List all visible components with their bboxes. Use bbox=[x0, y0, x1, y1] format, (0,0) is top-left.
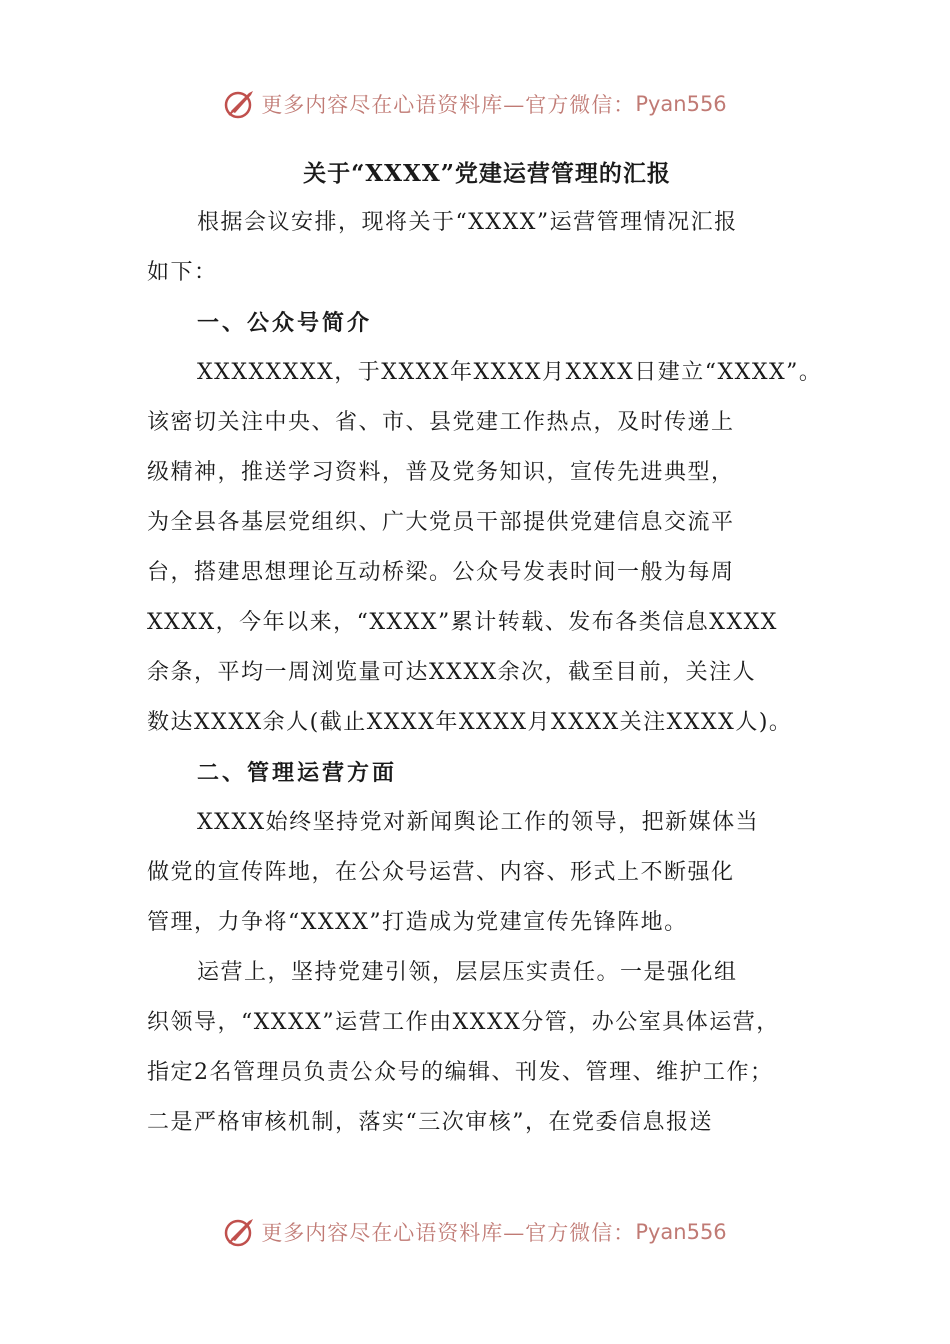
watermark-text: 更多内容尽在心语资料库—官方微信： bbox=[261, 93, 636, 117]
paragraph-line: 做党的宣传阵地，在公众号运营、内容、形式上不断强化 bbox=[147, 860, 735, 885]
watermark-wechat-id: Pyan556 bbox=[635, 1220, 727, 1244]
quill-logo-icon bbox=[223, 1215, 257, 1249]
document-title: 关于“XXXX”党建运营管理的汇报 bbox=[303, 160, 671, 187]
paragraph-line: 运营上，坚持党建引领，层层压实责任。一是强化组 bbox=[197, 960, 738, 985]
paragraph-line: XXXX，今年以来，“XXXX”累计转载、发布各类信息XXXX bbox=[147, 610, 778, 635]
watermark-text: 更多内容尽在心语资料库—官方微信： bbox=[261, 1221, 636, 1245]
watermark-wechat-id: Pyan556 bbox=[635, 92, 727, 116]
paragraph-line: 二是严格审核机制，落实“三次审核”，在党委信息报送 bbox=[147, 1110, 713, 1135]
paragraph-line: 余条，平均一周浏览量可达XXXX余次，截至目前，关注人 bbox=[147, 660, 757, 685]
paragraph-line: XXXXXXXX，于XXXX年XXXX月XXXX日建立“XXXX”。 bbox=[197, 360, 823, 385]
paragraph-line: 该密切关注中央、省、市、县党建工作热点，及时传递上 bbox=[147, 410, 735, 435]
quill-logo-icon bbox=[223, 87, 257, 121]
paragraph-line: 台，搭建思想理论互动桥梁。公众号发表时间一般为每周 bbox=[147, 560, 735, 585]
watermark-banner-bottom bbox=[0, 1212, 950, 1252]
watermark-banner-top bbox=[0, 84, 950, 124]
paragraph-line: 根据会议安排，现将关于“XXXX”运营管理情况汇报 bbox=[197, 210, 738, 235]
paragraph-line: 指定2名管理员负责公众号的编辑、刊发、管理、维护工作； bbox=[147, 1060, 774, 1085]
paragraph-line: 管理，力争将“XXXX”打造成为党建宣传先锋阵地。 bbox=[147, 910, 688, 935]
paragraph-line: 级精神，推送学习资料，普及党务知识，宣传先进典型， bbox=[147, 460, 735, 485]
paragraph-line: 数达XXXX余人(截止XXXX年XXXX月XXXX关注XXXX人)。 bbox=[147, 710, 793, 735]
section-heading: 二、管理运营方面 bbox=[197, 760, 398, 786]
section-heading: 一、公众号简介 bbox=[197, 310, 373, 336]
paragraph-line: 为全县各基层党组织、广大党员干部提供党建信息交流平 bbox=[147, 510, 735, 535]
document-body bbox=[147, 150, 827, 1148]
paragraph-line: XXXX始终坚持党对新闻舆论工作的领导，把新媒体当 bbox=[197, 810, 760, 835]
paragraph-line: 如下： bbox=[147, 260, 218, 285]
paragraph-line: 织领导，“XXXX”运营工作由XXXX分管，办公室具体运营， bbox=[147, 1010, 780, 1035]
